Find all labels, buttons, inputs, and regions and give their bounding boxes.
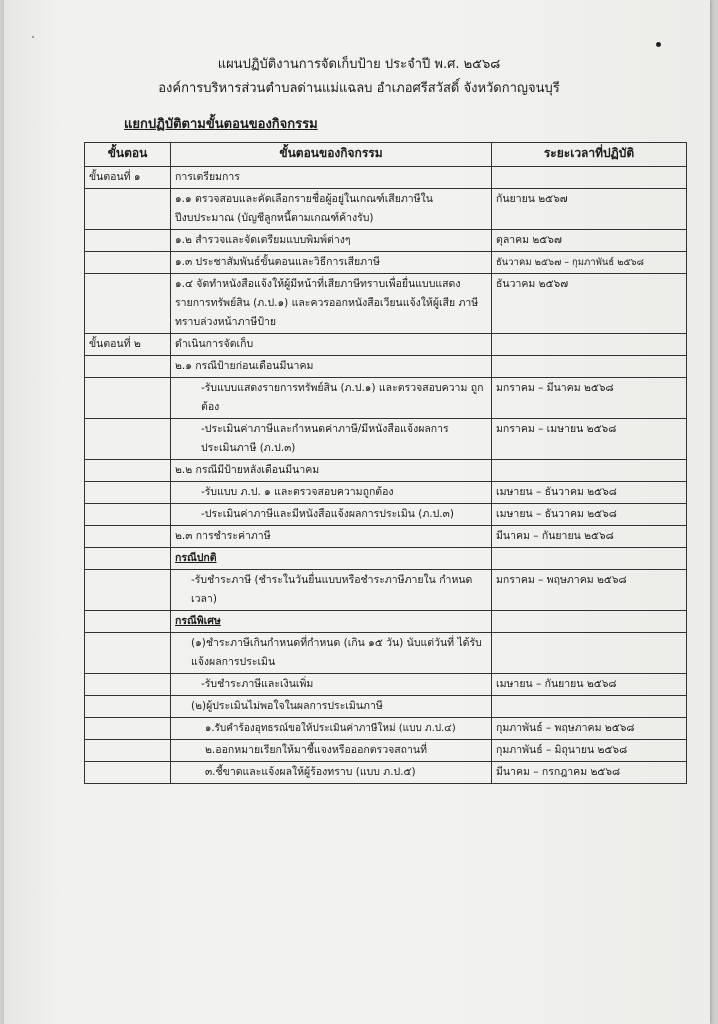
step-cell	[85, 482, 171, 504]
activity-cell: -รับแบบ ภ.ป. ๑ และตรวจสอบความถูกต้อง	[171, 482, 492, 504]
period-cell: มีนาคม – กรกฎาคม ๒๕๖๘	[492, 762, 687, 784]
table-row	[85, 674, 687, 696]
step-cell	[85, 570, 171, 611]
activity-cell: ๑.๑ ตรวจสอบและคัดเลือกรายชื่อผู้อยู่ในเกณฑ์เสียภาษีใน ปีงบประมาณ (บัญชีลูกหนี้ตามเกณฑ์ค้างรับ)	[171, 189, 492, 230]
activity-cell: ดำเนินการจัดเก็บ	[171, 334, 492, 356]
case-heading-special: กรณีพิเศษ	[175, 615, 221, 627]
activity-cell: ๒.๑ กรณีป้ายก่อนเดือนมีนาคม	[171, 356, 492, 378]
period-cell: เมษายน – ธันวาคม ๒๕๖๘	[492, 482, 687, 504]
activity-cell: การเตรียมการ	[171, 167, 492, 189]
period-cell	[492, 334, 687, 356]
period-cell	[492, 696, 687, 718]
table-row	[85, 230, 687, 252]
step-cell: ขั้นตอนที่ ๒	[85, 334, 171, 356]
period-cell: ตุลาคม ๒๕๖๗	[492, 230, 687, 252]
step-cell	[85, 674, 171, 696]
table-row	[85, 526, 687, 548]
activity-cell: ๑.๒ สำรวจและจัดเตรียมแบบพิมพ์ต่างๆ	[171, 230, 492, 252]
activity-cell: ๓.ชี้ขาดและแจ้งผลให้ผู้ร้องทราบ (แบบ ภ.ป.๕)	[171, 762, 492, 784]
table-header-row	[85, 143, 687, 167]
table-row	[85, 356, 687, 378]
period-cell: กุมภาพันธ์ – มิถุนายน ๒๕๖๘	[492, 740, 687, 762]
period-cell	[492, 611, 687, 633]
table-row	[85, 460, 687, 482]
activity-cell: -ประเมินค่าภาษีและกำหนดค่าภาษี/มีหนังสือแจ้งผลการ ประเมินภาษี (ภ.ป.๓)	[171, 419, 492, 460]
column-header-period: ระยะเวลาที่ปฏิบัติ	[492, 143, 687, 167]
activity-cell: ๑.๔ จัดทำหนังสือแจ้งให้ผู้มีหน้าที่เสียภาษีทราบเพื่อยื่นแบบแสดง รายการทรัพย์สิน (ภ.ป.๑) และควรออกหนังสือเวียนแจ้งให้ผู้เสีย ภาษีทราบล่วงหน้าภาษีป้าย	[171, 274, 492, 334]
document-title: แผนปฏิบัติงานการจัดเก็บป้าย ประจำปี พ.ศ. ๒๕๖๘	[217, 57, 501, 72]
step-cell	[85, 356, 171, 378]
step-cell	[85, 526, 171, 548]
period-cell: มกราคม – มีนาคม ๒๕๖๘	[492, 378, 687, 419]
activity-cell: ๒.ออกหมายเรียกให้มาชี้แจงหรือออกตรวจสถานที่	[171, 740, 492, 762]
step-cell	[85, 718, 171, 740]
table-row	[85, 252, 687, 274]
table-row	[85, 633, 687, 674]
ink-speck	[656, 42, 661, 47]
activity-cell: -รับแบบแสดงรายการทรัพย์สิน (ภ.ป.๑) และตรวจสอบความ ถูกต้อง	[171, 378, 492, 419]
activity-cell: (๒)ผู้ประเมินไม่พอใจในผลการประเมินภาษี	[171, 696, 492, 718]
table-row	[85, 762, 687, 784]
column-header-activity: ขั้นตอนของกิจกรรม	[171, 143, 492, 167]
step-cell	[85, 460, 171, 482]
plan-table	[84, 142, 687, 784]
document-subtitle: องค์การบริหารส่วนตำบลด่านแม่แฉลบ อำเภอศรีสวัสดิ์ จังหวัดกาญจนบุรี	[158, 81, 560, 96]
step-cell	[85, 252, 171, 274]
step-cell	[85, 548, 171, 570]
table-row	[85, 334, 687, 356]
step-cell	[85, 740, 171, 762]
step-cell	[85, 230, 171, 252]
activity-cell: ๑.๓ ประชาสัมพันธ์ขั้นตอนและวิธีการเสียภาษี	[171, 252, 492, 274]
period-cell: กันยายน ๒๕๖๗	[492, 189, 687, 230]
step-cell	[85, 762, 171, 784]
period-cell: มกราคม – เมษายน ๒๕๖๘	[492, 419, 687, 460]
activity-cell	[171, 548, 492, 570]
step-cell	[85, 419, 171, 460]
activity-cell: ๑.รับคำร้องอุทธรณ์ขอให้ประเมินค่าภาษีใหม่ (แบบ ภ.ป.๔)	[171, 718, 492, 740]
activity-cell: ๒.๒ กรณีมีป้ายหลังเดือนมีนาคม	[171, 460, 492, 482]
ink-speck	[32, 36, 34, 38]
table-row	[85, 482, 687, 504]
activity-cell: (๑)ชำระภาษีเกินกำหนดที่กำหนด (เกิน ๑๕ วัน) นับแต่วันที่ ได้รับแจ้งผลการประเมิน	[171, 633, 492, 674]
period-cell: กุมภาพันธ์ – พฤษภาคม ๒๕๖๘	[492, 718, 687, 740]
step-cell	[85, 189, 171, 230]
table-row	[85, 718, 687, 740]
step-cell	[85, 696, 171, 718]
period-cell: มีนาคม – กันยายน ๒๕๖๘	[492, 526, 687, 548]
period-cell: มกราคม – พฤษภาคม ๒๕๖๘	[492, 570, 687, 611]
column-header-step: ขั้นตอน	[85, 143, 171, 167]
period-cell	[492, 548, 687, 570]
table-row	[85, 419, 687, 460]
step-cell	[85, 611, 171, 633]
case-heading-normal: กรณีปกติ	[175, 552, 217, 564]
table-row	[85, 611, 687, 633]
table-row	[85, 378, 687, 419]
activity-cell	[171, 611, 492, 633]
period-cell: เมษายน – ธันวาคม ๒๕๖๘	[492, 504, 687, 526]
period-cell	[492, 356, 687, 378]
step-cell	[85, 633, 171, 674]
table-row	[85, 167, 687, 189]
period-cell: ธันวาคม ๒๕๖๗	[492, 274, 687, 334]
table-row	[85, 696, 687, 718]
step-cell: ขั้นตอนที่ ๑	[85, 167, 171, 189]
activity-cell: ๒.๓ การชำระค่าภาษี	[171, 526, 492, 548]
section-heading: แยกปฏิบัติตามขั้นตอนของกิจกรรม	[124, 117, 318, 132]
period-cell	[492, 633, 687, 674]
table-row	[85, 740, 687, 762]
step-cell	[85, 504, 171, 526]
period-cell: เมษายน – กันยายน ๒๕๖๘	[492, 674, 687, 696]
table-row	[85, 274, 687, 334]
period-cell	[492, 167, 687, 189]
period-cell	[492, 460, 687, 482]
table-row	[85, 504, 687, 526]
activity-cell: -ประเมินค่าภาษีและมีหนังสือแจ้งผลการประเมิน (ภ.ป.๓)	[171, 504, 492, 526]
step-cell	[85, 274, 171, 334]
step-cell	[85, 378, 171, 419]
period-cell: ธันวาคม ๒๕๖๗ – กุมภาพันธ์ ๒๕๖๘	[492, 252, 687, 274]
activity-cell: -รับชำระภาษีและเงินเพิ่ม	[171, 674, 492, 696]
table-row	[85, 548, 687, 570]
activity-cell: -รับชำระภาษี (ชำระในวันยื่นแบบหรือชำระภาษีภายใน กำหนดเวลา)	[171, 570, 492, 611]
table-row	[85, 570, 687, 611]
table-row	[85, 189, 687, 230]
